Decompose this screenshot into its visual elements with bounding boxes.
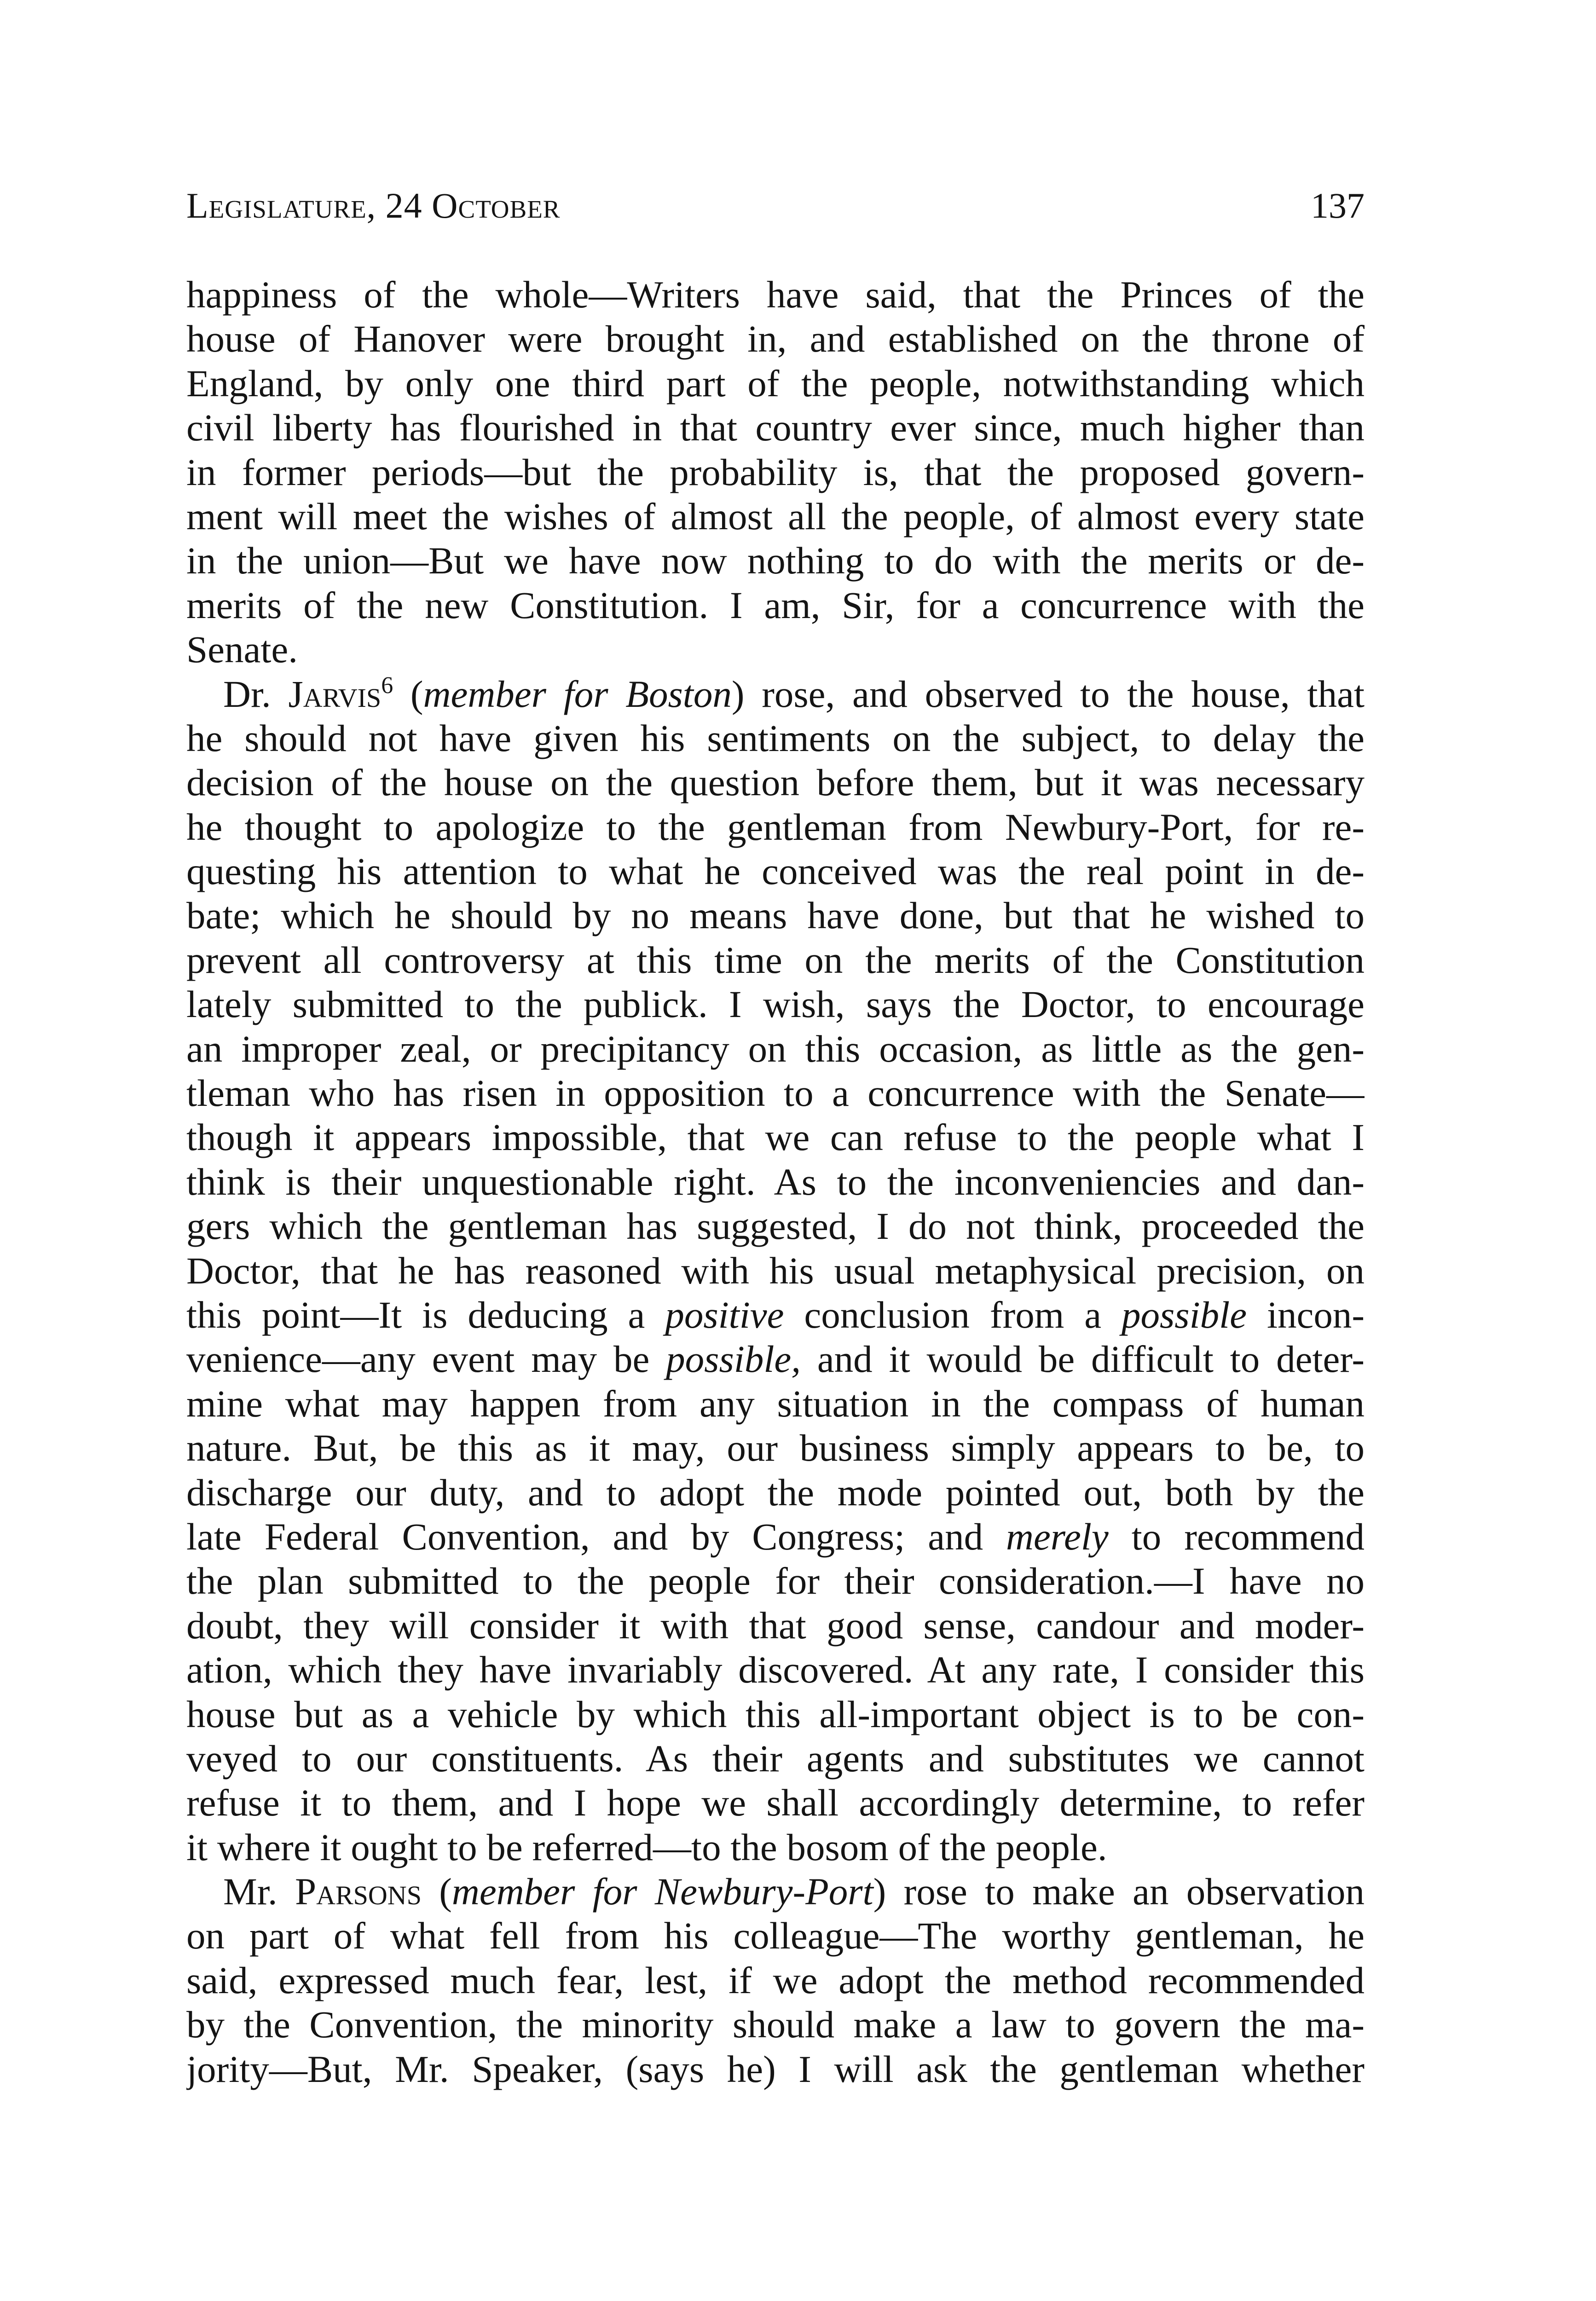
emphasis: merely <box>1006 1515 1109 1558</box>
speaker-title: Dr. <box>223 672 271 715</box>
text-line: doubt, they will consider it with that good sense, candour and moder- <box>186 1604 1365 1647</box>
text-line: he thought to apologize to the gentleman from Newbury-Port, for re- <box>186 805 1365 848</box>
text-line: think is their unquestionable right. As to the inconveniencies and dan- <box>186 1160 1365 1203</box>
text-line: discharge our duty, and to adopt the mode pointed out, both by the <box>186 1471 1365 1514</box>
text-run: and it would be difficult to deter- <box>800 1338 1365 1381</box>
body-text <box>186 272 1365 2091</box>
text-line: happiness of the whole—Writers have said, that the Princes of the <box>186 273 1365 316</box>
running-head <box>186 180 1365 236</box>
text-line: questing his attention to what he conceived was the real point in de- <box>186 850 1365 893</box>
text-line: bate; which he should by no means have done, but that he wished to <box>186 894 1365 937</box>
text-line: England, by only one third part of the people, notwithstanding which <box>186 362 1365 405</box>
speech-text: rose to make an observation <box>886 1870 1365 1913</box>
text-line: on part of what fell from his colleague—The worthy gentleman, he <box>186 1914 1365 1957</box>
text-line: veyed to our constituents. As their agents and substitutes we cannot <box>186 1737 1365 1780</box>
speaker-name: Parsons <box>295 1870 422 1913</box>
text-run: this point—It is deducing a <box>186 1293 665 1336</box>
text-line: house of Hanover were brought in, and established on the throne of <box>186 318 1365 360</box>
text-line: decision of the house on the question before them, but it was necessary <box>186 761 1365 804</box>
text-run: late Federal Convention, and by Congress; and <box>186 1515 1006 1558</box>
footnote-ref: 6 <box>381 672 393 699</box>
text-line: refuse it to them, and I hope we shall accordingly determine, to refer <box>186 1781 1365 1824</box>
emphasis: possible, <box>666 1338 801 1381</box>
text-line: ation, which they have invariably discovered. At any rate, I consider this <box>186 1648 1365 1691</box>
paragraph-continuation <box>186 272 1365 672</box>
text-run: incon- <box>1247 1293 1365 1336</box>
text-line: by the Convention, the minority should make a law to govern the ma- <box>186 2003 1365 2046</box>
text-line: the plan submitted to the people for their consideration.—I have no <box>186 1560 1365 1602</box>
text-line: in former periods—but the probability is, that the proposed govern- <box>186 451 1365 493</box>
text-line: in the union—But we have now nothing to do with the merits or de- <box>186 539 1365 582</box>
text-run: conclusion from a <box>784 1293 1122 1336</box>
text-line: tleman who has risen in opposition to a concurrence with the Senate— <box>186 1072 1365 1115</box>
text-line: merits of the new Constitution. I am, Sir, for a concurrence with the <box>186 584 1365 626</box>
text-line: nature. But, be this as it may, our business simply appears to be, to <box>186 1427 1365 1469</box>
text-line <box>186 1515 1365 1559</box>
text-line: house but as a vehicle by which this all-important object is to be con- <box>186 1693 1365 1735</box>
text-line: mine what may happen from any situation in the compass of human <box>186 1382 1365 1425</box>
text-line: ment will meet the wishes of almost all the people, of almost every state <box>186 495 1365 538</box>
speaker-title: Mr. <box>223 1870 278 1913</box>
speaker-role: member for Newbury-Port <box>451 1870 873 1913</box>
emphasis: positive <box>665 1293 784 1336</box>
speaker-role: member for Boston <box>423 672 732 715</box>
text-line <box>186 1337 1365 1381</box>
emphasis: possible <box>1121 1293 1247 1336</box>
text-line: prevent all controversy at this time on the merits of the Constitution <box>186 938 1365 981</box>
text-line: though it appears impossible, that we can refuse to the people what I <box>186 1116 1365 1159</box>
text-line: lately submitted to the publick. I wish, says the Doctor, to encourage <box>186 983 1365 1026</box>
text-line: it where it ought to be referred—to the bosom of the people. <box>186 1826 1107 1868</box>
text-line: civil liberty has flourished in that country ever since, much higher than <box>186 406 1365 449</box>
speech-opening-line: Dr. Jarvis$^6$ (member for Boston) rose, and observed to the house, that <box>223 672 1365 715</box>
text-line: Senate. <box>186 628 298 671</box>
text-run: to recommend <box>1108 1515 1365 1558</box>
text-line: he should not have given his sentiments on the subject, to delay the <box>186 717 1365 759</box>
paragraph-parsons <box>186 1869 1365 2091</box>
text-run: venience—any event may be <box>186 1338 666 1381</box>
speech-opening-line: Mr. Parsons (member for Newbury-Port) rose to make an observation <box>223 1870 1365 1913</box>
speaker-name: Jarvis <box>288 672 382 715</box>
text-line <box>186 1293 1365 1337</box>
running-title: Legislature, 24 October <box>186 185 561 225</box>
page-number: 137 <box>1311 185 1365 225</box>
text-line: jority—But, Mr. Speaker, (says he) I will ask the gentleman whether <box>186 2047 1365 2090</box>
text-line: an improper zeal, or precipitancy on this occasion, as little as the gen- <box>186 1027 1365 1070</box>
text-line: gers which the gentleman has suggested, I do not think, proceeded the <box>186 1205 1365 1248</box>
speech-text: rose, and observed to the house, that <box>744 672 1365 715</box>
paragraph-jarvis <box>186 672 1365 1870</box>
text-line: said, expressed much fear, lest, if we adopt the method recommended <box>186 1959 1365 2001</box>
text-line: Doctor, that he has reasoned with his usual metaphysical precision, on <box>186 1249 1365 1292</box>
